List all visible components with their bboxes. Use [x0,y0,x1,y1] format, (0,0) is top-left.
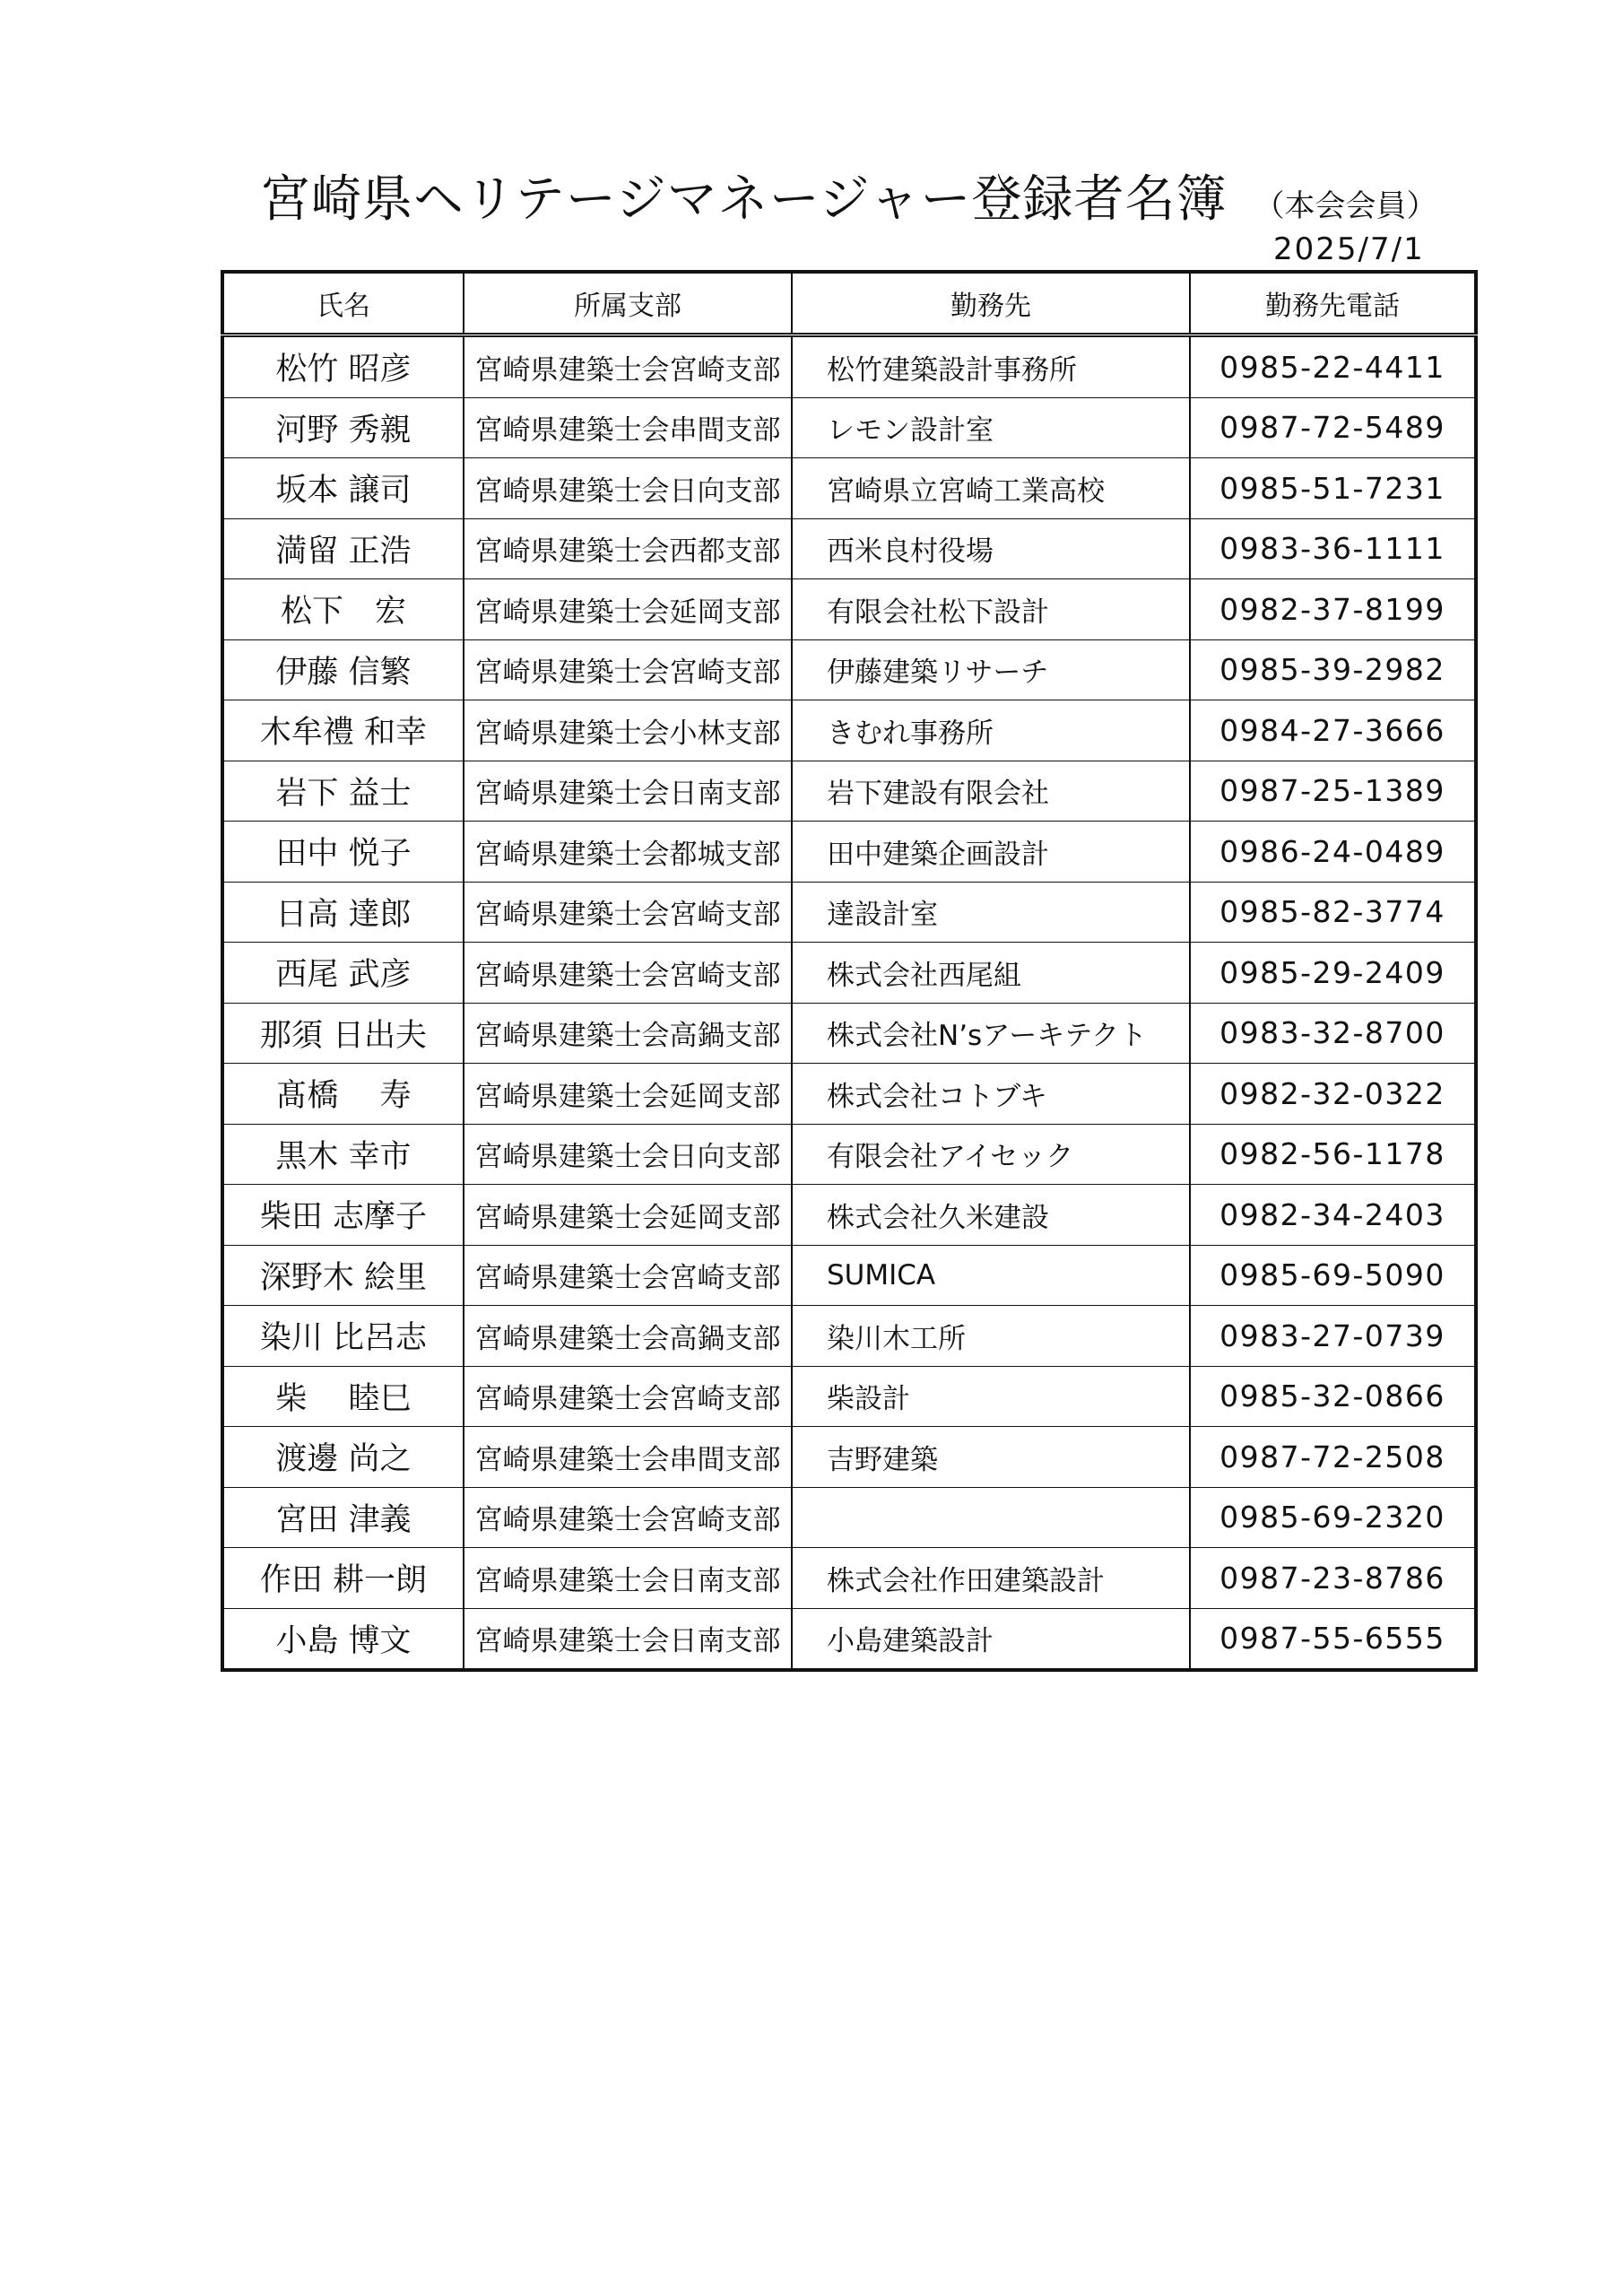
table-row [222,943,1476,1004]
cell-phone: 0984-27-3666 [1190,700,1476,761]
document-date: 2025/7/1 [1273,231,1425,267]
cell-name: 渡邊 尚之 [222,1427,464,1488]
header-workplace: 勤務先 [792,272,1190,335]
cell-phone: 0985-69-2320 [1190,1487,1476,1548]
roster-table [221,270,1478,1672]
cell-branch: 宮崎県建築士会宮崎支部 [464,1366,792,1427]
cell-phone: 0987-23-8786 [1190,1548,1476,1609]
cell-phone: 0982-34-2403 [1190,1185,1476,1246]
cell-workplace: 吉野建築 [792,1427,1190,1488]
table-row [222,1003,1476,1064]
cell-branch: 宮崎県建築士会宮崎支部 [464,335,792,398]
header-branch: 所属支部 [464,272,792,335]
cell-name: 小島 博文 [222,1608,464,1670]
cell-phone: 0987-25-1389 [1190,761,1476,822]
cell-name: 染川 比呂志 [222,1306,464,1367]
cell-workplace: 田中建築企画設計 [792,822,1190,883]
cell-phone: 0982-56-1178 [1190,1124,1476,1185]
cell-branch: 宮崎県建築士会小林支部 [464,700,792,761]
table-row [222,639,1476,700]
cell-phone: 0987-72-5489 [1190,397,1476,458]
cell-branch: 宮崎県建築士会宮崎支部 [464,943,792,1004]
cell-name: 松竹 昭彦 [222,335,464,398]
cell-workplace: 西米良村役場 [792,518,1190,579]
table-row [222,1427,1476,1488]
cell-workplace: 達設計室 [792,882,1190,943]
cell-workplace: 染川木工所 [792,1306,1190,1367]
header-row [222,272,1476,335]
cell-phone: 0985-69-5090 [1190,1245,1476,1306]
cell-name: 松下 宏 [222,579,464,640]
table-row [222,1608,1476,1670]
cell-branch: 宮崎県建築士会宮崎支部 [464,882,792,943]
cell-phone: 0987-72-2508 [1190,1427,1476,1488]
table-row [222,1124,1476,1185]
cell-branch: 宮崎県建築士会日南支部 [464,1608,792,1670]
cell-branch: 宮崎県建築士会都城支部 [464,822,792,883]
cell-workplace: 岩下建設有限会社 [792,761,1190,822]
cell-workplace: 柴設計 [792,1366,1190,1427]
cell-branch: 宮崎県建築士会西都支部 [464,518,792,579]
cell-branch: 宮崎県建築士会高鍋支部 [464,1003,792,1064]
cell-branch: 宮崎県建築士会宮崎支部 [464,1487,792,1548]
table-row [222,1064,1476,1125]
cell-phone: 0983-27-0739 [1190,1306,1476,1367]
cell-workplace: レモン設計室 [792,397,1190,458]
cell-workplace: 小島建築設計 [792,1608,1190,1670]
cell-name: 日高 達郎 [222,882,464,943]
header-phone: 勤務先電話 [1190,272,1476,335]
cell-phone: 0987-55-6555 [1190,1608,1476,1670]
table-row [222,579,1476,640]
cell-workplace: SUMICA [792,1245,1190,1306]
cell-name: 河野 秀親 [222,397,464,458]
cell-branch: 宮崎県建築士会延岡支部 [464,579,792,640]
page-title: 宮崎県ヘリテージマネージャー登録者名簿 [260,170,1228,229]
cell-branch: 宮崎県建築士会串間支部 [464,1427,792,1488]
cell-phone: 0985-29-2409 [1190,943,1476,1004]
cell-name: 黒木 幸市 [222,1124,464,1185]
cell-name: 那須 日出夫 [222,1003,464,1064]
cell-branch: 宮崎県建築士会串間支部 [464,397,792,458]
table-row [222,822,1476,883]
cell-workplace: 有限会社アイセック [792,1124,1190,1185]
cell-name: 作田 耕一朗 [222,1548,464,1609]
cell-branch: 宮崎県建築士会日南支部 [464,1548,792,1609]
table-row [222,882,1476,943]
cell-phone: 0985-22-4411 [1190,335,1476,398]
document-title-block [260,160,1437,231]
table-row [222,458,1476,519]
cell-branch: 宮崎県建築士会延岡支部 [464,1185,792,1246]
cell-workplace [792,1487,1190,1548]
cell-name: 岩下 益士 [222,761,464,822]
table-row [222,1548,1476,1609]
table-body [222,335,1476,1671]
table-row [222,335,1476,398]
cell-phone: 0985-51-7231 [1190,458,1476,519]
cell-workplace: 株式会社西尾組 [792,943,1190,1004]
cell-name: 宮田 津義 [222,1487,464,1548]
cell-name: 田中 悦子 [222,822,464,883]
table-row [222,397,1476,458]
cell-workplace: 有限会社松下設計 [792,579,1190,640]
table-row [222,1185,1476,1246]
table-row [222,700,1476,761]
table-row [222,1366,1476,1427]
table-row [222,1487,1476,1548]
cell-name: 髙橋 寿 [222,1064,464,1125]
cell-name: 深野木 絵里 [222,1245,464,1306]
cell-branch: 宮崎県建築士会宮崎支部 [464,639,792,700]
cell-workplace: 株式会社コトブキ [792,1064,1190,1125]
cell-workplace: 松竹建築設計事務所 [792,335,1190,398]
cell-workplace: 宮崎県立宮崎工業高校 [792,458,1190,519]
cell-branch: 宮崎県建築士会日向支部 [464,458,792,519]
cell-name: 柴 睦巳 [222,1366,464,1427]
cell-phone: 0985-39-2982 [1190,639,1476,700]
cell-branch: 宮崎県建築士会日向支部 [464,1124,792,1185]
table-header [222,272,1476,335]
cell-name: 柴田 志摩子 [222,1185,464,1246]
cell-branch: 宮崎県建築士会宮崎支部 [464,1245,792,1306]
cell-phone: 0982-37-8199 [1190,579,1476,640]
cell-phone: 0985-82-3774 [1190,882,1476,943]
cell-phone: 0985-32-0866 [1190,1366,1476,1427]
cell-phone: 0982-32-0322 [1190,1064,1476,1125]
page-subtitle: （本会会員） [1254,188,1437,224]
cell-name: 伊藤 信繁 [222,639,464,700]
table-row [222,518,1476,579]
header-name: 氏名 [222,272,464,335]
cell-phone: 0986-24-0489 [1190,822,1476,883]
cell-phone: 0983-32-8700 [1190,1003,1476,1064]
cell-name: 木牟禮 和幸 [222,700,464,761]
cell-workplace: 株式会社N’sアーキテクト [792,1003,1190,1064]
cell-name: 坂本 譲司 [222,458,464,519]
cell-workplace: 伊藤建築リサーチ [792,639,1190,700]
cell-name: 西尾 武彦 [222,943,464,1004]
table-row [222,761,1476,822]
cell-workplace: 株式会社作田建築設計 [792,1548,1190,1609]
table-row [222,1306,1476,1367]
cell-phone: 0983-36-1111 [1190,518,1476,579]
table-row [222,1245,1476,1306]
cell-workplace: 株式会社久米建設 [792,1185,1190,1246]
cell-branch: 宮崎県建築士会高鍋支部 [464,1306,792,1367]
cell-workplace: きむれ事務所 [792,700,1190,761]
cell-name: 満留 正浩 [222,518,464,579]
cell-branch: 宮崎県建築士会日南支部 [464,761,792,822]
cell-branch: 宮崎県建築士会延岡支部 [464,1064,792,1125]
